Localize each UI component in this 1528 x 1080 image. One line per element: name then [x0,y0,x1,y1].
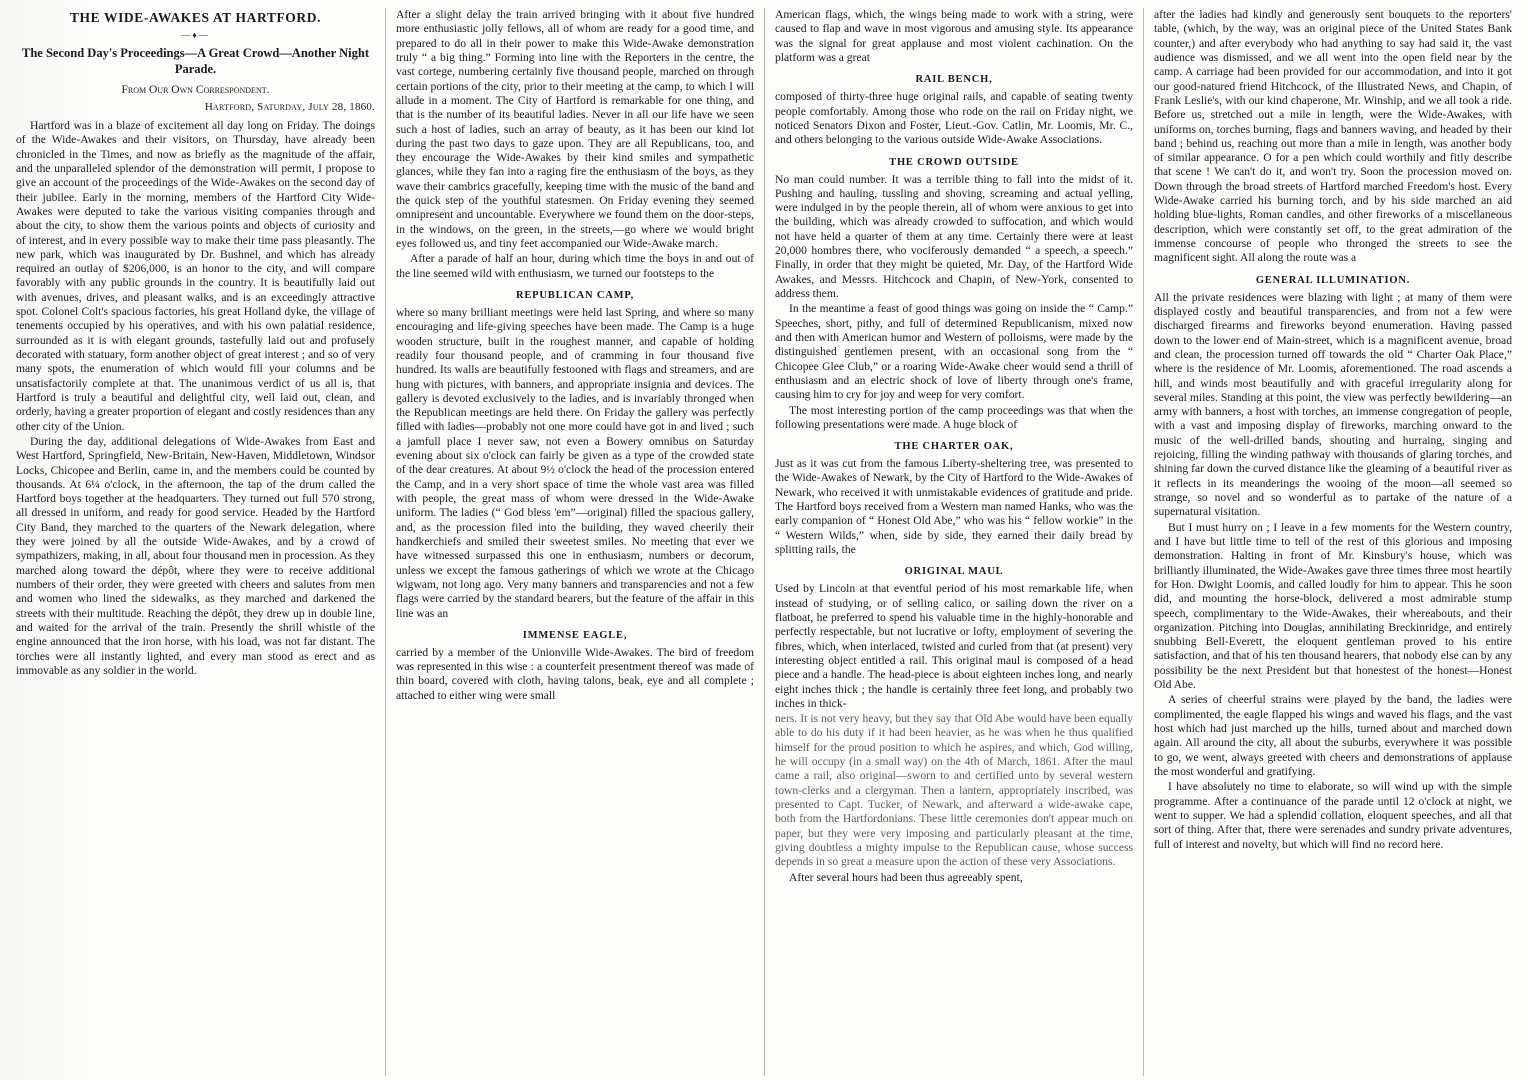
section-heading-republican-camp: REPUBLICAN CAMP, [516,289,634,301]
article-paragraph: After several hours had been thus agreeably spent, [789,870,1023,884]
article-paragraph: after the ladies had kindly and generously sent bouquets to the reporters' table, (which, by the way, was an original piece of the United States Bank counter,) and after everybody who had anything to say had said it, the vast audience was dismissed, and we all went into the open field near by the camp. A carriage had been provided for our accommodation, and into it got our good-natured friend Hitchcock, of the Illustrated News, and Chapin, of Frank Leslie's, with our kind chaperone, Mr. Winship, and we all took a ride. Before us, stretched out a mile in length, were the Wide-Awakes, with uniforms on, torches burning, flags and banners waving, and headed by their band ; behind us, reaching out more than a mile in length, was another body of similar appearance. O for a pen which could worthily and fitly describe that scene ! We can't do it, and won't try. Soon the procession moved on. Down through the broad streets of Hartford marched Freedom's host. Every Wide-Awake carried his burning torch, and by his side marched an aid holding blue-lights, Roman candles, and other fireworks of a miscellaneous description, which were constantly set off, to the great admiration of the immense concourse of people who thronged the streets to see the magnificent sight. All along the route was a [1154,8,1512,265]
article-paragraph: The most interesting portion of the camp proceedings was that when the following presentations were made. A huge block of [775,403,1133,431]
section-heading-crowd-outside: THE CROWD OUTSIDE [889,156,1019,168]
byline: From Our Own Correspondent. [121,84,270,96]
article-paragraph: After a slight delay the train arrived bringing with it about five hundred more enthusiastic jolly fellows, all of whom are ready for a good time, and prepared to do all in their power to make this Wide-Awake demonstration truly “ a big thing.” Forming into line with the Reporters in the centre, the vast cortege, numbering certainly five thousand people, marched on through certain portions of the city, prior to their meeting at the camp, to which I will allude in a moment. The City of Hartford is remarkable for one thing, and that is the number of its beautiful ladies. Never in all our life have we seen such a host of ladies, such an array of beauty, as it has been our kind lot during the past two days to gaze upon. They are all Republicans, too, and they encourage the Wide-Awakes by their kind smiles and sympathetic glances, while they fan into a raging fire the enthusiasm of the boys, as they wave their cambrics gracefully, keeping time with the music of the band and the quick step of the youthful statesmen. On Friday evening they seemed omnipresent and uncountable. Everywhere we found them on the door-steps, in the windows, on the green, in the streets,—go where we would bright eyes followed us, and tiny feet accompanied our Wide-Awake march. [396,8,754,250]
article-paragraph: Just as it was cut from the famous Liberty-sheltering tree, was presented to the Wide-Awakes of Newark, by the City of Hartford to the Wide-Awakes of Newark, who received it with unmistakable evidences of gratitude and pride. The Hartford boys received from a Western man named Hanks, who was the early companion of “ Honest Old Abe,” who was his “ fellow workie” in the “ Western Wilds,” when, side by side, they earned their daily bread by splitting rails, the [775,457,1133,556]
article-paragraph: No man could number. It was a terrible thing to fall into the midst of it. Pushing and hauling, tussling and shoving, screaming and actual yelling, were indulged in by the people therein, all of whom were anxious to get into the building, which was already crowded to suffocation, and which would not have held a quarter of them at any time. Certainly there were at least 20,000 hombres there, who vociferously demanded “ a speech, a speech.” Finally, in order that they might be quieted, Mr. Day, of the Hartford Wide Awakes, and Messrs. Hitchcock and Chapin, of New-York, consented to address them. [775,172,1133,300]
ornament-divider: —♦— [181,30,210,40]
article-paragraph: All the private residences were blazing with light ; at many of them were displayed costly and beautiful transparencies, and from not a few were discharged firearms and fireworks beyond enumeration. Having passed down to the lower end of Main-street, which is a magnificent avenue, broad and clean, the procession turned off towards the old “ Charter Oak Place,” where is the residence of Mr. Loomis, aforementioned. The road ascends a hill, and winds most beautifully and with graceful irregularity along for several miles. Standing at this point, the view was perfectly bewildering—an army with banners, a host with torches, an immense congregation of people, with a vast and imposing display of fireworks, marching onward to the music of the well-drilled bands, shouting and hurraing, singing and rejoicing, filling the winding pathway with thousands of glaring torches, and shining far down the curved distance like the gleaming of a beautiful river as it reflects in its meanderings the wooing of the moon—all seemed so strange, so novel and so wonderful as to partake of the nature of a supernatural visitation. [1154,290,1512,519]
article-paragraph: In the meantime a feast of good things was going on inside the “ Camp.” Speeches, short, pithy, and full of determined Republicanism, mixed now and then with American humor and Western of polloisms, were made by the distinguished gentlemen present, with an occasional song from the “ Chicopee Glee Club,” or a roaring Wide-Awake cheer would send a thrill of enthusiasm and an electric shock of love of liberty through one's frame, causing him to cry for joy and weep for very comfort. [775,302,1133,402]
subheadline: The Second Day's Proceedings—A Great Crowd—Another Night Parade. [22,46,369,76]
page-title: THE WIDE-AWAKES AT HARTFORD. [69,10,322,25]
article-paragraph: Hartford was in a blaze of excitement all day long on Friday. The doings of the Wide-Awakes and their visitors, on Thursday, have already been chronicled in the Times, and now as briefly as the magnitude of the affair, and the unparalleled splendor of the demonstration will permit, I propose to give an account of the proceedings of the Wide-Awakes on the second day of their jubilee. Early in the morning, members of the Hartford City Wide-Awakes were deputed to take the various visiting companies through and about the city, to show them the various points and objects of curiosity and of interest, and in every possible way to make their time pass pleasantly. The new park, which was inaugurated by Dr. Bushnel, and which has already required an outlay of $206,000, is an honor to the city, and will compare favorably with any public grounds in the country. It is beautifully laid out with avenues, drives, and pleasant walks, and is an exceedingly attractive spot. Colonel Colt's spacious factories, his great Holland dyke, the village of tenements occupied by his operatives, and with his own palatial residence, surrounded as it is with elegant grounds, tastefully laid out and profusely decorated with statuary, form another object of great interest ; and so of very many spots, the enumeration of which would fill your columns and be unsatisfactorily complete at that. The unanimous verdict of us all is, that Hartford is truly a beautiful and delightful city, well laid out, clean, and orderly, having a greater proportion of elegant and costly residences than any other city of the Union. [16,119,375,433]
article-paragraph: ners. It is not very heavy, but they say that Old Abe would have been equally able to do his duty if it had been heavier, as he was when he thus qualified himself for the proud position to which he aspires, and which, God willing, he will occupy (in a small way) on the 4th of March, 1861. After the maul came a rail, also original—sworn to and certified unto by several western town-clerks and a clergyman. Then a lantern, appropriately inscribed, was presented to Capt. Tucker, of Newark, and afterward a wide-awake cape, both from the Hartfordonians. These little ceremonies don't appear much on paper, but they were very imposing and particularly pleasant at the time, giving doubtless a mighty impulse to the Republican cause, whose success depends in so great a measure upon the action of these very Associations. [775,712,1133,869]
section-heading-original-maul: ORIGINAL MAUL [904,566,1004,578]
section-heading-charter-oak: THE CHARTER OAK, [894,441,1014,453]
column-container [6,8,1522,1076]
article-paragraph: During the day, additional delegations of Wide-Awakes from East and West Hartford, Springfield, New-Britain, New-Haven, Middletown, Windsor Locks, Chicopee and Berlin, came in, and the members could be counted by thousands. At 6¼ o'clock, in the afternoon, the tap of the drum called the Hartford boys together at the headquarters. They turned out full 570 strong, all dressed in uniform, and ready for good service. Headed by the Hartford City Band, they marched to the quarters of the Newark delegation, where they were joined by all the outside Wide-Awakes, and by a crowd of sympathizers, making, in all, about four thousand men in procession. As they marched along toward the dépôt, where they were to receive additional numbers of their order, they were greeted with cheers and salutes from men and women who lined the sidewalks, as they marched and darkened the streets with their multitude. Reaching the dépôt, they drew up in double line, and waited for the arrival of the train. Presently the shrill whistle of the engine announced that the iron horse, with his load, was not far distant. The torches were all instantly lighted, and every man stood as erect and as immovable as any soldier in the world. [16,434,375,677]
article-paragraph: where so many brilliant meetings were held last Spring, and where so many encouraging and life-giving speeches have been made. The Camp is a huge wooden structure, built in the roughest manner, and capable of holding readily four thousand people, and of cramming in four thousand five hundred. Its walls are beautifully festooned with flags and streamers, and are hung with pictures, with banners, and appropriate insignia and devices. The gallery is devoted exclusively to the ladies, and is invariably thronged when the Republican meetings are held there. On Friday the gallery was perfectly filled with ladies—probably not one more could have got in and lived ; such a jamfull place I never saw, not even a Bowery omnibus on Saturday evening about six o'clock can fairly be given as a type of the crowded state of the dear creatures. At about 9½ o'clock the head of the procession entered the Camp, and in a very short space of time the whole vast area was filled with people, the great mass of whom were dressed in the Wide-Awake uniform. The ladies (“ God bless 'em”—original) filled the spacious gallery, and, as the procession filed into the building, they waved cheerily their handkerchiefs and smiled their sweetest smiles. No meeting that ever we have witnessed surpassed this one in enthusiasm, numbers or decorum, unless we except the famous gatherings of which we wrote at the Chicago wigwam, not long ago. Very many banners and transparencies and not a few flags were carried by the standard bearers, but the feature of the affair in this line was an [396,305,754,620]
article-paragraph: After a parade of half an hour, during which time the boys in and out of the line seemed wild with enthusiasm, we turned our footsteps to the [396,252,754,280]
newspaper-column-4 [1143,8,1522,1076]
article-paragraph: A series of cheerful strains were played by the band, the ladies were complimented, the eagle flapped his wings and waved his flags, and the vast host which had just marched up the hills, turned about and marched down again. All around the city, all about the suburbs, everywhere it was possible to go, we went, always greeted with cheers and demonstrations of applause the most wonderful and gratifying. [1154,693,1512,778]
newspaper-column-1 [6,8,385,1076]
section-heading-rail-bench: RAIL BENCH, [915,74,993,86]
newspaper-column-2 [385,8,764,1076]
dateline: Hartford, Saturday, July 28, 1860. [204,101,375,113]
newspaper-column-3 [764,8,1143,1076]
article-paragraph: carried by a member of the Unionville Wide-Awakes. The bird of freedom was represented in this wise : a counterfeit presentment thereof was made of thin board, covered with cloth, having talons, beak, eye and all complete ; attached to either wing were small [396,645,754,702]
article-paragraph: American flags, which, the wings being made to work with a string, were caused to flap and wave in most vigorous and amusing style. Its appearance was the signal for great applause and most violent cachination. On the platform was a great [775,8,1133,64]
article-paragraph: composed of thirty-three huge original rails, and capable of seating twenty people comfortably. Among those who rode on the rail on Friday night, we noticed Senators Dixon and Foster, Lieut.-Gov. Catlin, Mr. Loomis, Mr. C., and others belonging to the various outside Wide-Awake Associations. [775,90,1133,147]
section-heading-immense-eagle: IMMENSE EAGLE, [522,629,628,641]
section-heading-general-illumination: GENERAL ILLUMINATION. [1255,274,1411,286]
article-paragraph: But I must hurry on ; I leave in a few moments for the Western country, and I have but little time to tell of the rest of this glorious and imposing demonstration. Halting in front of Mr. Kinsbury's house, which was brilliantly illuminated, the Wide-Awakes gave three times three most heartily for Hon. Dwight Loomis, and called loudly for him to appear. This he soon did, and mounting the horse-block, delivered a most admirable stump speech, complimentary to the Wide-Awakes, their whereabouts, and their organization. Pitching into Douglas, annihilating Breckinridge, and entirely snubbing Bell-Everett, the eloquent gentleman proved to his entire satisfaction, and that of his ten thousand hearers, that nobody else can by any possibility be the next President but that honestest of the honest—Honest Old Abe. [1154,520,1512,692]
article-paragraph: Used by Lincoln at that eventful period of his most remarkable life, when instead of studying, or of selling calico, or sailing down the river on a flatboat, he preferred to spend his valuable time in the highly-honorable and perfectly respectable, but not lucrative or lofty, employment of severing the fibres, which, when interlaced, twisted and curled from that (at present) very interesting object entitled a rail. This original maul is composed of a head piece and a handle. The head-piece is about eighteen inches long, and nearly eight inches thick ; the handle is certainly three feet long, and probably two inches in thick- [775,582,1133,710]
article-paragraph: I have absolutely no time to elaborate, so will wind up with the simple programme. After a continuance of the parade until 12 o'clock at night, we went to supper. We had a splendid collation, eloquent speeches, and all that sort of thing. After that, there were serenades and sundry private adventures, full of interest and novelty, but which will find no record here. [1154,780,1512,851]
